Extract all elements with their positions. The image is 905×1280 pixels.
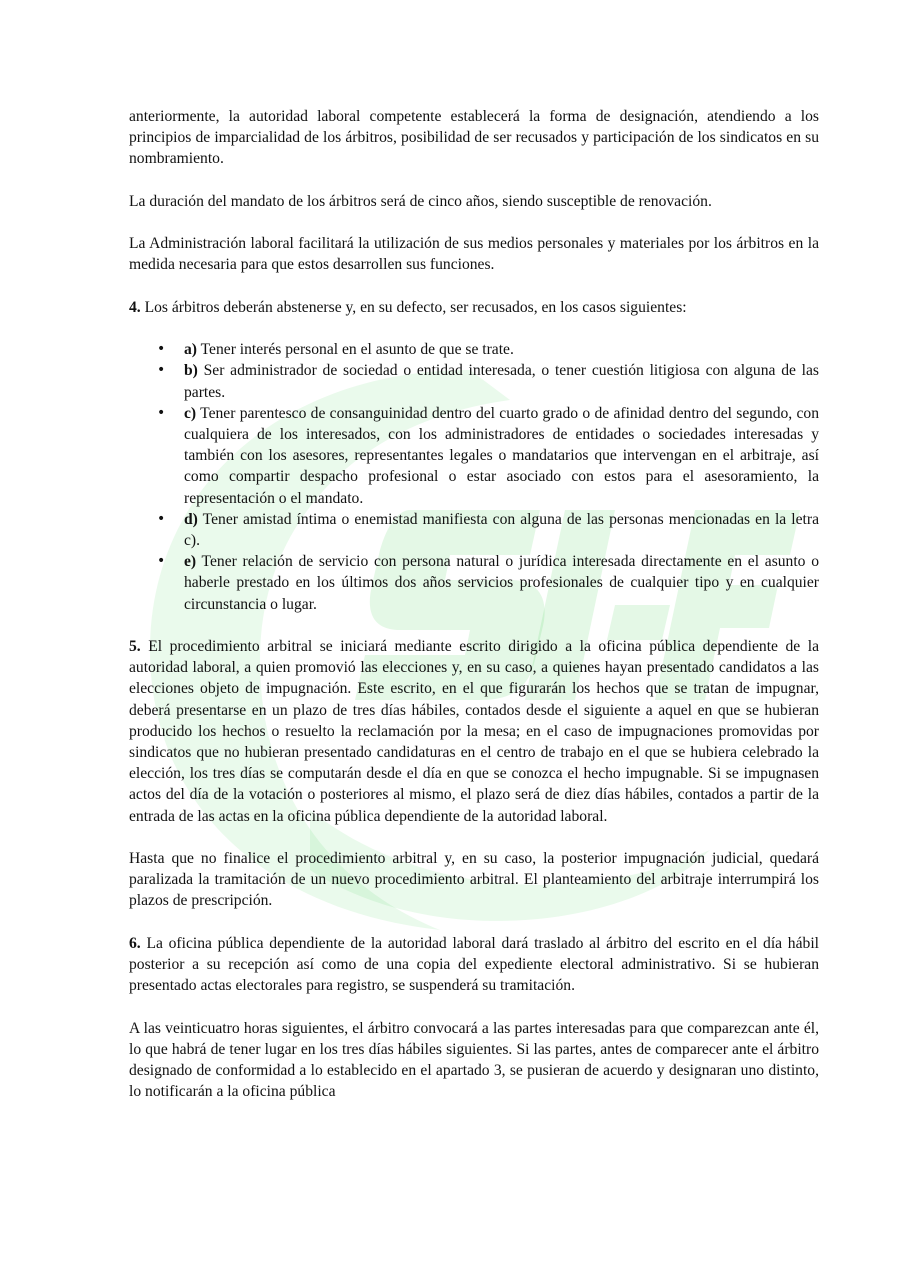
paragraph-arbitral-suspension: Hasta que no finalice el procedimiento arbitral y, en su caso, la posterior impugnación judicial, quedará paralizada la tramitación de un nuevo procedimiento arbitral. El planteamiento del arbitraje interrumpirá los plazos de prescripción.	[129, 850, 819, 910]
list-item	[157, 360, 819, 402]
list-item-label: d)	[184, 510, 198, 528]
list-item	[157, 509, 819, 551]
paragraph-section-6	[129, 933, 819, 997]
bullet-icon: •	[157, 553, 166, 570]
section-number: 6.	[129, 934, 141, 952]
list-item	[157, 403, 819, 509]
section-number: 4.	[129, 298, 141, 316]
section-number: 5.	[129, 638, 141, 655]
list-item-label: c)	[184, 404, 197, 422]
list-item	[157, 551, 819, 615]
list-item	[157, 339, 819, 360]
paragraph-section-5	[129, 636, 819, 827]
list-item-text: Tener amistad íntima o enemistad manifiesta con alguna de las personas mencionadas en la letra c).	[184, 510, 819, 549]
document-page	[129, 106, 819, 1124]
list-item-label: a)	[184, 341, 197, 359]
paragraph-section-4	[129, 297, 819, 318]
list-item-text: Ser administrador de sociedad o entidad interesada, o tener cuestión litigiosa con alguna de las partes.	[184, 362, 819, 401]
bullet-icon: •	[157, 341, 166, 358]
list-item-label: b)	[184, 362, 198, 380]
section-text: La oficina pública dependiente de la autoridad laboral dará traslado al árbitro del escrito en el día hábil posterior a su recepción así como de una copia del expediente electoral administrativo. Si se hubieran presentado actas electorales para registro, se suspenderá su tramitación.	[129, 934, 819, 995]
bullet-icon: •	[157, 510, 166, 527]
list-item-text: Tener relación de servicio con persona natural o jurídica interesada directamente en el asunto o haberle prestado en los últimos dos años servicios profesionales de cualquier tipo y en cualquier circunstancia o lugar.	[184, 553, 819, 613]
bullet-icon: •	[157, 404, 166, 421]
section-text: Los árbitros deberán abstenerse y, en su defecto, ser recusados, en los casos siguientes:	[140, 298, 687, 316]
list-item-label: e)	[184, 553, 197, 571]
recusal-cases-list	[129, 339, 819, 615]
paragraph-administration-means: La Administración laboral facilitará la utilización de sus medios personales y materiales por los árbitros en la medida necesaria para que estos desarrollen sus funciones.	[129, 235, 819, 274]
paragraph-mandate-duration: La duración del mandato de los árbitros será de cinco años, siendo susceptible de renovación.	[129, 192, 712, 210]
list-item-text: Tener interés personal en el asunto de que se trate.	[197, 341, 514, 359]
section-text: El procedimiento arbitral se iniciará mediante escrito dirigido a la oficina pública dependiente de la autoridad laboral, a quien promovió las elecciones y, en su caso, a quienes hayan presentado candidatos a las elecciones objeto de impugnación. Este escrito, en el que figurarán los hechos que se tratan de impugnar, deberá presentarse en un plazo de tres días hábiles, contados desde el siguiente a aquel en que se hubieran producido los hechos o resuelto la reclamación por la mesa; en el caso de impugnaciones promovidas por sindicatos que no hubieran presentado candidaturas en el centro de trabajo en el que se hubiera celebrado la elección, los tres días se computarán desde el día en que se conozca el hecho impugnable. Si se impugnasen actos del día de la votación o posteriores al mismo, el plazo será de diez días hábiles, contados a partir de la entrada de las actas en la oficina pública dependiente de la autoridad laboral.	[129, 638, 819, 825]
paragraph-convocation: A las veinticuatro horas siguientes, el árbitro convocará a las partes interesadas para que comparezcan ante él, lo que habrá de tener lugar en los tres días hábiles siguientes. Si las partes, antes de comparecer ante el árbitro designado de conformidad a lo establecido en el apartado 3, se pusieran de acuerdo y designaran uno distinto, lo notificarán a la oficina pública	[129, 1019, 819, 1101]
paragraph-designation: anteriormente, la autoridad laboral competente establecerá la forma de designación, atendiendo a los principios de imparcialidad de los árbitros, posibilidad de ser recusados y participación de los sindicatos en su nombramiento.	[129, 108, 819, 168]
bullet-icon: •	[157, 362, 166, 379]
list-item-text: Tener parentesco de consanguinidad dentro del cuarto grado o de afinidad dentro del segundo, con cualquiera de los interesados, con los administradores de entidades o sociedades interesadas y también con los asesores, representantes legales o mandatarios que intervengan en el arbitraje, así como compartir despacho profesional o estar asociado con estos para el asesoramiento, la representación o el mandato.	[184, 404, 819, 507]
